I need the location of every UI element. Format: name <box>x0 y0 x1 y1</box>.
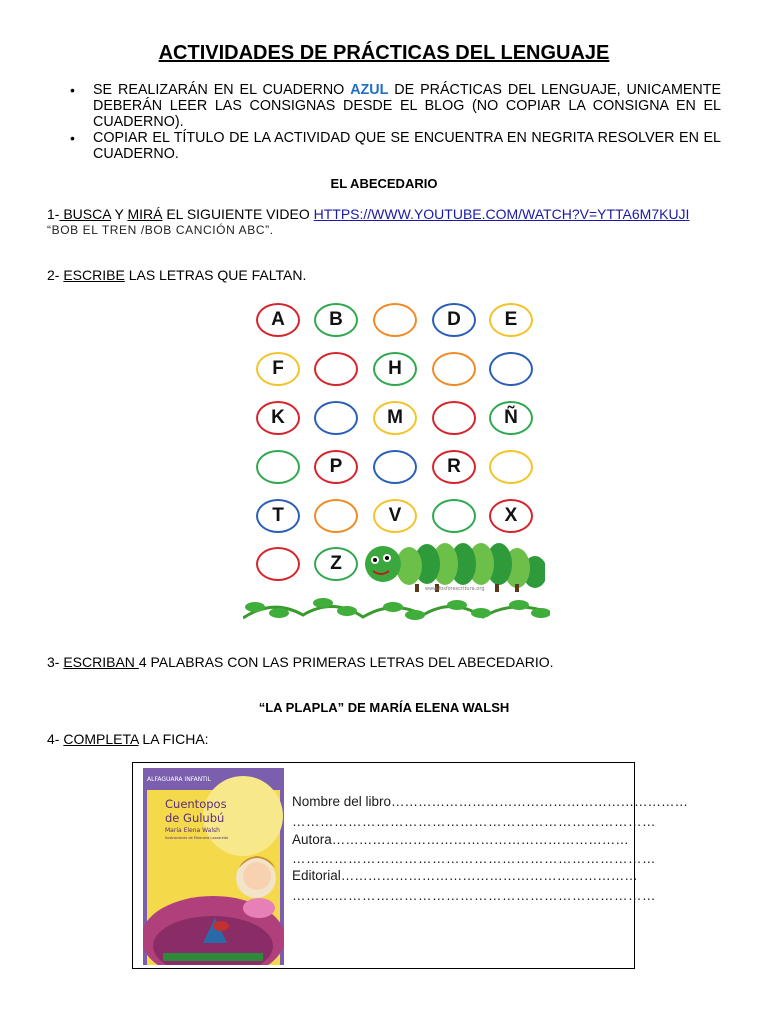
empty-letter-circle[interactable] <box>373 303 417 337</box>
letter-circle-ñ: Ñ <box>489 401 533 435</box>
book-illustrator: Ilustraciones de Eleonora Lazzaredo <box>165 836 229 840</box>
empty-letter-circle[interactable] <box>314 499 358 533</box>
page-title: ACTIVIDADES DE PRÁCTICAS DEL LENGUAJE <box>158 42 610 64</box>
empty-letter-circle[interactable] <box>373 450 417 484</box>
book-publisher: ALFAGUARA INFANTIL <box>147 776 211 783</box>
field-publisher[interactable] <box>292 868 638 883</box>
letter-circle-d: D <box>432 303 476 337</box>
letter-circle-v: V <box>373 499 417 533</box>
empty-letter-circle[interactable] <box>489 450 533 484</box>
letter-circle-a: A <box>256 303 300 337</box>
empty-letter-circle[interactable] <box>489 352 533 386</box>
field-label: Autora <box>292 832 332 847</box>
book-cover <box>143 768 284 965</box>
caterpillar-icon <box>365 540 545 592</box>
highlight-azul: AZUL <box>350 82 389 98</box>
dots: ………………………………………………………… <box>340 868 638 883</box>
instruction-list <box>48 82 721 162</box>
empty-letter-circle[interactable] <box>314 401 358 435</box>
answer-line[interactable]: …………………………………………………………………… <box>292 851 656 866</box>
bullet-icon: • <box>70 82 75 98</box>
section-title-plapla: “LA PLAPLA” DE MARÍA ELENA WALSH <box>258 700 510 715</box>
text: Y <box>110 206 128 222</box>
verb-mira: MIRÁ <box>127 206 163 222</box>
letter-circle-r: R <box>432 450 476 484</box>
empty-letter-circle[interactable] <box>256 450 300 484</box>
verb-busca: BUSCA <box>59 206 111 222</box>
empty-letter-circle[interactable] <box>432 401 476 435</box>
verb-escribe: ESCRIBE <box>63 267 125 283</box>
activity-1 <box>47 206 689 222</box>
verb-completa: COMPLETA <box>63 731 139 747</box>
section-title-abecedario: EL ABECEDARIO <box>330 176 438 191</box>
letter-circle-m: M <box>373 401 417 435</box>
letter-circle-p: P <box>314 450 358 484</box>
activity-3 <box>47 654 554 670</box>
activity-number: 1- <box>47 206 60 222</box>
book-title-1: Cuentopos <box>165 797 227 811</box>
empty-letter-circle[interactable] <box>432 499 476 533</box>
dots: ………………………………………………………… <box>331 832 629 847</box>
letter-circle-f: F <box>256 352 300 386</box>
text: LAS LETRAS QUE FALTAN. <box>124 267 307 283</box>
watermark: www.fosforescritura.org <box>425 586 485 592</box>
video-subtitle: “BOB EL TREN /BOB CANCIÓN ABC”. <box>47 223 274 237</box>
letter-circle-x: X <box>489 499 533 533</box>
video-link[interactable]: HTTPS://WWW.YOUTUBE.COM/WATCH?V=YTTA6M7KUJI <box>313 206 690 222</box>
leaves-icon <box>243 593 550 623</box>
instruction-text: SE REALIZARÁN EN EL CUADERNO <box>93 82 351 98</box>
answer-line[interactable]: …………………………………………………………………… <box>292 888 656 903</box>
text: 4 PALABRAS CON LAS PRIMERAS LETRAS DEL ABECEDARIO. <box>138 654 554 670</box>
dots: ………………………………………………………… <box>391 794 689 809</box>
activity-2 <box>47 267 306 283</box>
instruction-item <box>48 130 721 162</box>
field-author[interactable] <box>292 832 629 847</box>
activity-number: 2- <box>47 267 64 283</box>
letter-circle-t: T <box>256 499 300 533</box>
instruction-text: DE PRÁCTICAS DEL LENGUAJE, UNICAMENTE DEBERÁN LEER LAS CONSIGNAS DESDE EL BLOG (NO COPIAR LA CONSIGNA EN EL CUADERNO). <box>93 82 722 130</box>
text: LA FICHA: <box>138 731 209 747</box>
field-label: Nombre del libro <box>292 794 392 809</box>
activity-number: 3- <box>47 654 64 670</box>
activity-number: 4- <box>47 731 64 747</box>
answer-line[interactable]: …………………………………………………………………… <box>292 814 656 829</box>
empty-letter-circle[interactable] <box>256 547 300 581</box>
field-label: Editorial <box>292 868 341 883</box>
instruction-text: COPIAR EL TÍTULO DE LA ACTIVIDAD QUE SE ENCUENTRA EN NEGRITA RESOLVER EN EL CUADERNO. <box>93 130 721 162</box>
activity-4 <box>47 731 209 747</box>
empty-letter-circle[interactable] <box>314 352 358 386</box>
book-author: María Elena Walsh <box>165 827 220 834</box>
bullet-icon: • <box>70 130 75 146</box>
letter-circle-b: B <box>314 303 358 337</box>
letter-circle-e: E <box>489 303 533 337</box>
empty-letter-circle[interactable] <box>432 352 476 386</box>
letter-circle-h: H <box>373 352 417 386</box>
instruction-item <box>48 82 721 130</box>
letter-circle-z: Z <box>314 547 358 581</box>
alphabet-worksheet <box>243 298 550 623</box>
text: EL SIGUIENTE VIDEO <box>162 206 314 222</box>
field-book-name[interactable] <box>292 794 688 809</box>
verb-escriban: ESCRIBAN <box>63 654 139 670</box>
letter-circle-k: K <box>256 401 300 435</box>
book-title-2: de Gulubú <box>165 811 225 825</box>
